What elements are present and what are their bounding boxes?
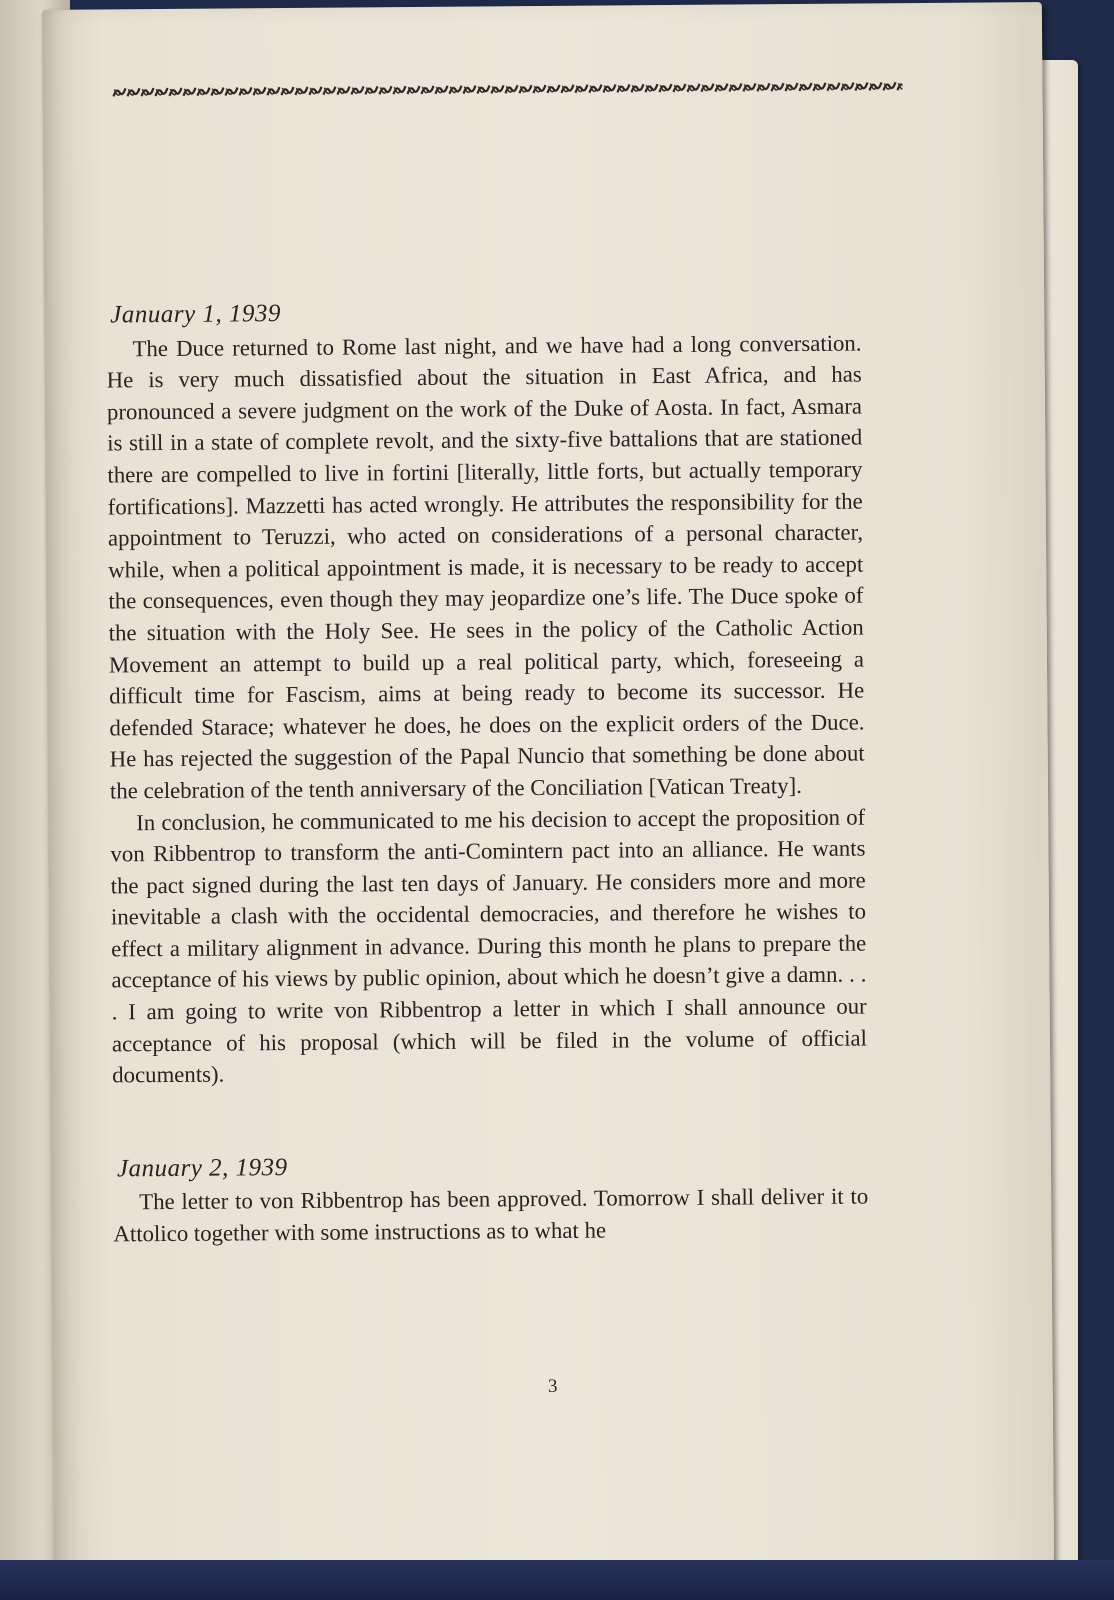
entry-paragraph: The letter to von Ribbentrop has been approved. Tomorrow I shall deliver it to Attolico together with some instructions as to what he [113, 1183, 869, 1247]
entry-date: January 2, 1939 [116, 1153, 288, 1183]
entry-paragraph: The Duce returned to Rome last night, and we have had a long conversation. He is very much dissatisfied about the situation in East Africa, and has pronounced a severe judgment on the work of the Duke of Aosta. In fact, Asmara is still in a state of complete revolt, and the sixty-five battalions that are stationed there are compelled to live in fortini [literally, little forts, but actually temporary fortifications]. Mazzetti has acted wrongly. He attributes the responsibility for the appointment to Teruzzi, who acted on considerations of a personal character, while, when a political appointment is made, it is necessary to be ready to accept the consequences, even though they may jeopardize one’s life. The Duce spoke of the situation with the Holy See. He sees in the policy of the Catholic Action Movement an attempt to build up a real political party, which, foreseeing a difficult time for Fascism, aims at being ready to become its successor. He defended Starace; whatever he does, he does on the explicit orders of the Duce. He has rejected the suggestion of the Papal Nuncio that something be done about the celebration of the tenth anniversary of the Conciliation [Vatican Treaty]. [106, 330, 865, 804]
book-cover-cloth [0, 1560, 1114, 1600]
diary-entry [106, 294, 867, 1092]
entry-date: January 1, 1939 [110, 300, 282, 329]
book-page [42, 2, 1054, 1582]
page-number: 3 [547, 1375, 558, 1398]
diary-entry [113, 1147, 869, 1250]
zigzag-rule-icon [112, 75, 902, 103]
entry-paragraph: In conclusion, he communicated to me his decision to accept the proposition of von Ribbentrop to transform the anti-Comintern pact into an alliance. He wants the pact signed during the last ten days of January. He considers more and more inevitable a clash with the occidental democracies, and therefore he wishes to effect a military alignment in advance. During this month he plans to prepare the acceptance of his views by public opinion, about which he doesn’t give a damn. . . . I am going to write von Ribbentrop a letter in which I shall announce our acceptance of his proposal (which will be filed in the volume of official documents). [110, 804, 868, 1088]
diary-text [106, 294, 868, 1251]
